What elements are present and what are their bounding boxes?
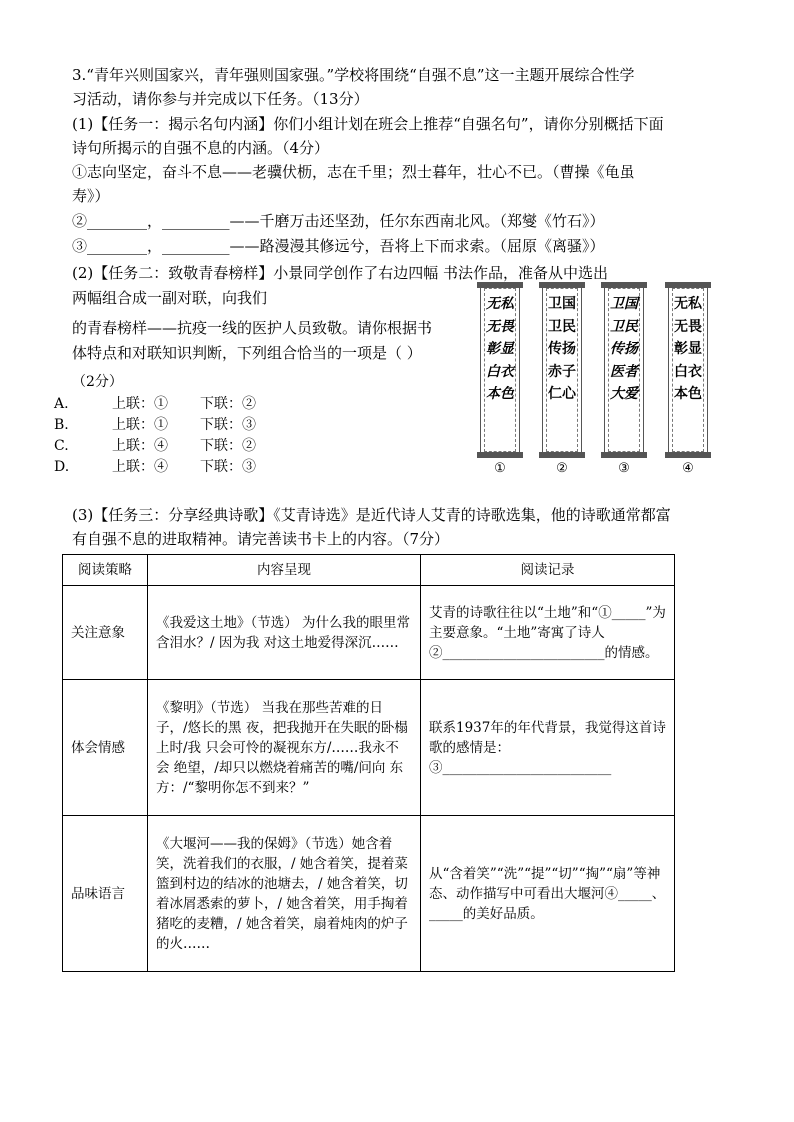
scroll-1-text: 无私无畏彰显白衣本色: [486, 296, 514, 402]
row-strategy: 品味语言: [63, 816, 148, 972]
task2-line-3: 的青春榜样——抗疫一线的医护人员致敬。请你根据书: [72, 319, 433, 337]
table-header-row: [63, 555, 675, 586]
row-content: 《我爱这土地》（节选） 为什么我的眼里常含泪水？/ 因为我 对这土地爱得深沉……: [148, 586, 421, 680]
task1-blank-2: ②________，_________——千磨万击还坚劲，任尔东西南北风。（郑燮《竹石》）: [72, 212, 605, 230]
scroll-2-text: 卫国卫民传扬赤子仁心: [548, 296, 576, 402]
task1-line-2: 诗句所揭示的自强不息的内涵。（4分）: [72, 139, 330, 157]
task3-line-1: (3)【任务三：分享经典诗歌】《艾青诗选》是近代诗人艾青的诗歌选集，他的诗歌通常都富: [72, 506, 671, 524]
task3-line-2: 有自强不息的进取精神。请完善读书卡上的内容。（7分）: [72, 530, 450, 548]
option-b: B. 上联：① 下联：③: [54, 417, 256, 433]
scroll-3-number: ③: [618, 461, 630, 476]
row-record: 艾青的诗歌往往以“土地”和“①_____”为主要意象。“土地”寄寓了诗人②________________________的情感。: [421, 586, 675, 680]
task2-line-4: 体特点和对联知识判断，下列组合恰当的一项是（ ）: [72, 344, 422, 362]
row-content: 《大堰河——我的保姆》（节选）她含着笑，洗着我们的衣服，/ 她含着笑，提着菜篮到村边的结冰的池塘去，/ 她含着笑，切着冰屑悉索的萝卜，/ 她含着笑，用手掏着猪吃的麦糟，/ 她含着笑，扇着炖肉的炉子的火……: [148, 816, 421, 972]
option-d: D. 上联：④ 下联：③: [54, 459, 256, 475]
reading-card-table: [62, 554, 675, 972]
option-c: C. 上联：④ 下联：②: [54, 438, 256, 454]
scroll-3: [604, 284, 644, 456]
task1-blank-3: ③________，_________——路漫漫其修远兮，吾将上下而求索。（屈原《离骚》）: [72, 237, 605, 255]
header-strategy: 阅读策略: [63, 555, 148, 586]
task2-line-1: (2)【任务二：致敬青春榜样】小景同学创作了右边四幅 书法作品，准备从中选出: [72, 264, 609, 282]
task2-line-5: （2分）: [72, 374, 123, 390]
row-record: 联系1937年的年代背景，我觉得这首诗歌的感情是：③_________________________: [421, 680, 675, 816]
scroll-1-number: ①: [494, 461, 506, 476]
row-record: 从“含着笑”“洗”“提”“切”“掏”“扇”等神态、动作描写中可看出大堰河④_____、_____的美好品质。: [421, 816, 675, 972]
header-record: 阅读记录: [421, 555, 675, 586]
scroll-1: [480, 284, 520, 456]
scroll-3-text: 卫国卫民传扬医者大爱: [610, 296, 638, 402]
scroll-4-number: ④: [682, 461, 694, 476]
task1-example-1: ①志向坚定，奋斗不息——老骥伏枥，志在千里；烈士暮年，壮心不已。（曹操《龟虽: [72, 163, 635, 181]
intro-line-2: 习活动，请你参与并完成以下任务。（13分）: [72, 90, 369, 108]
intro-line-1: 3.“青年兴则国家兴，青年强则国家强。”学校将围绕“自强不息”这一主题开展综合性学: [72, 66, 635, 84]
header-content: 内容呈现: [148, 555, 421, 586]
row-content: 《黎明》（节选） 当我在那些苦难的日子，/悠长的黑 夜，把我抛开在失眠的卧榻上时/我 只会可怜的凝视东方/……我永不会 绝望，/却只以燃烧着痛苦的嘴/问向 东方：/“黎明你怎不到来？”: [148, 680, 421, 816]
table-row: [63, 586, 675, 680]
scroll-4-text: 无私无畏彰显白衣本色: [674, 296, 702, 402]
option-a: A. 上联：① 下联：②: [54, 396, 256, 412]
row-strategy: 关注意象: [63, 586, 148, 680]
task1-line-1: (1)【任务一：揭示名句内涵】你们小组计划在班会上推荐“自强名句”，请你分别概括下面: [72, 115, 664, 133]
scroll-2-number: ②: [556, 461, 568, 476]
table-row: [63, 680, 675, 816]
task1-example-1-cont: 寿》）: [72, 187, 110, 205]
scroll-2: [542, 284, 582, 456]
table-row: [63, 816, 675, 972]
task2-line-2: 两幅组合成一副对联，向我们: [72, 289, 268, 307]
scroll-4: [668, 284, 708, 456]
row-strategy: 体会情感: [63, 680, 148, 816]
